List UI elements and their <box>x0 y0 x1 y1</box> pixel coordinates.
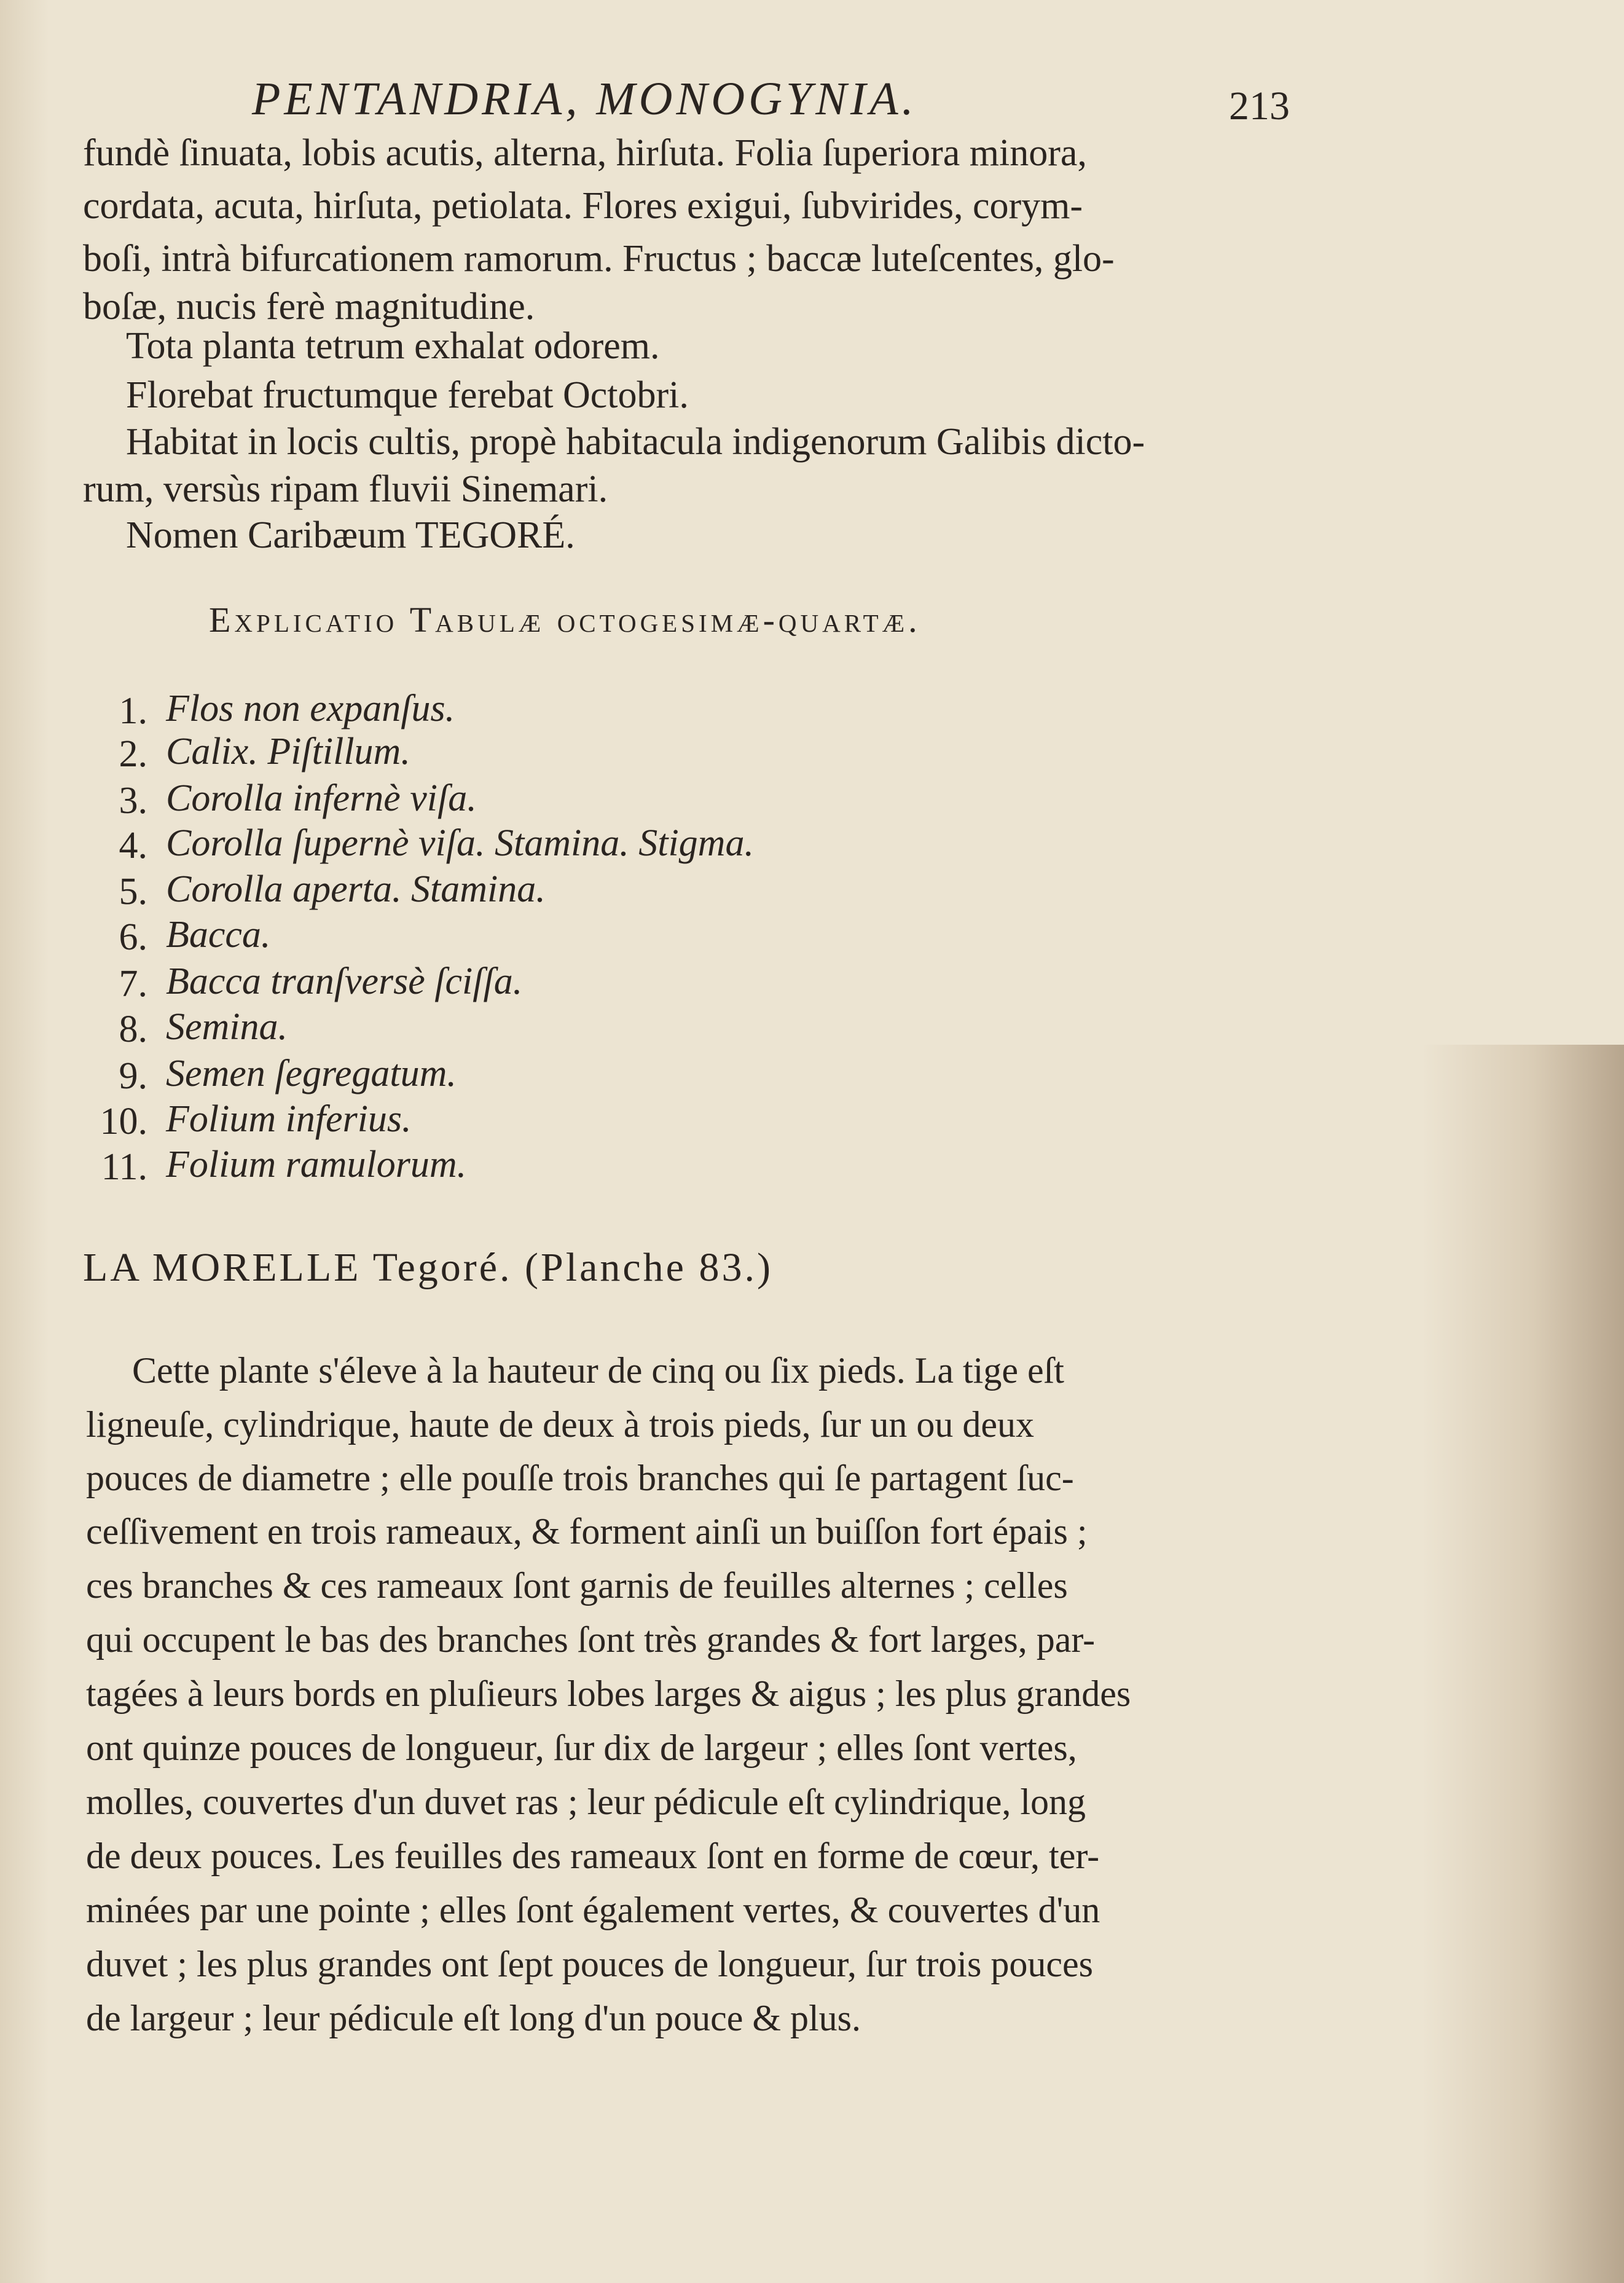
french-line: Cette plante s'éleve à la hauteur de cinq ou ſix pieds. La tige eſt <box>132 1350 1064 1391</box>
latin-line: cordata, acuta, hirſuta, petiolata. Flores exigui, ſubvirides, corym- <box>83 185 1083 227</box>
french-line: minées par une pointe ; elles ſont également vertes, & couvertes d'un <box>86 1890 1100 1930</box>
item-text: Calix. Piſtillum. <box>166 731 410 772</box>
item-number: 9. <box>119 1055 147 1097</box>
french-line: ont quinze pouces de longueur, ſur dix de largeur ; elles ſont vertes, <box>86 1727 1077 1768</box>
item-number: 1. <box>119 690 147 732</box>
item-text: Semina. <box>166 1006 288 1048</box>
latin-line: Florebat fructumque ferebat Octobri. <box>126 374 689 416</box>
item-text: Folium inferius. <box>166 1098 412 1140</box>
page-edge-shadow <box>0 0 49 2283</box>
french-line: de deux pouces. Les feuilles des rameaux ſont en forme de cœur, ter- <box>86 1836 1100 1876</box>
running-title: PENTANDRIA, MONOGYNIA. <box>252 73 917 125</box>
french-line: ceſſivement en trois rameaux, & forment ainſi un buiſſon fort épais ; <box>86 1511 1088 1552</box>
latin-line: boſæ, nucis ferè magnitudine. <box>83 286 535 328</box>
latin-line: rum, versùs ripam fluvii Sinemari. <box>83 468 608 510</box>
item-text: Corolla infernè viſa. <box>166 777 477 819</box>
item-number: 6. <box>119 916 147 958</box>
item-text: Folium ramulorum. <box>166 1144 467 1185</box>
french-line: ligneuſe, cylindrique, haute de deux à trois pieds, ſur un ou deux <box>86 1404 1034 1445</box>
page-stain <box>1421 1045 1624 2283</box>
item-number: 5. <box>119 871 147 913</box>
french-line: pouces de diametre ; elle pouſſe trois branches qui ſe partagent ſuc- <box>86 1458 1074 1498</box>
page-number: 213 <box>1229 84 1290 128</box>
french-line: tagées à leurs bords en pluſieurs lobes larges & aigus ; les plus grandes <box>86 1673 1131 1714</box>
latin-line: boſi, intrà bifurcationem ramorum. Fructus ; baccæ luteſcentes, glo- <box>83 238 1115 280</box>
french-line: qui occupent le bas des branches ſont très grandes & fort larges, par- <box>86 1619 1096 1660</box>
item-number: 4. <box>119 825 147 866</box>
latin-line: Habitat in locis cultis, propè habitacula indigenorum Galibis dicto- <box>126 421 1145 463</box>
item-text: Bacca. <box>166 914 271 956</box>
item-text: Flos non expanſus. <box>166 688 455 729</box>
item-number: 3. <box>119 780 147 822</box>
latin-line: fundè ſinuata, lobis acutis, alterna, hirſuta. Folia ſuperiora minora, <box>83 132 1087 174</box>
latin-line: Tota planta tetrum exhalat odorem. <box>126 325 660 367</box>
item-number: 10. <box>100 1101 147 1142</box>
item-text: Corolla ſupernè viſa. Stamina. Stigma. <box>166 822 754 864</box>
item-text: Bacca tranſversè ſciſſa. <box>166 961 523 1002</box>
section-title: LA MORELLE Tegoré. (Planche 83.) <box>83 1245 773 1290</box>
latin-line: Nomen Caribæum TEGORÉ. <box>126 514 575 556</box>
french-line: ces branches & ces rameaux ſont garnis de feuilles alternes ; celles <box>86 1565 1068 1606</box>
french-line: duvet ; les plus grandes ont ſept pouces de longueur, ſur trois pouces <box>86 1944 1093 1984</box>
item-number: 11. <box>101 1146 147 1188</box>
item-text: Corolla aperta. Stamina. <box>166 868 546 910</box>
item-number: 2. <box>119 733 147 775</box>
item-text: Semen ſegregatum. <box>166 1053 457 1094</box>
item-number: 7. <box>119 963 147 1005</box>
explicatio-title: Explicatio Tabulæ octogesimæ-quartæ. <box>209 600 921 640</box>
french-line: de largeur ; leur pédicule eſt long d'un pouce & plus. <box>86 1998 861 2038</box>
item-number: 8. <box>119 1008 147 1050</box>
french-line: molles, couvertes d'un duvet ras ; leur pédicule eſt cylindrique, long <box>86 1782 1086 1822</box>
